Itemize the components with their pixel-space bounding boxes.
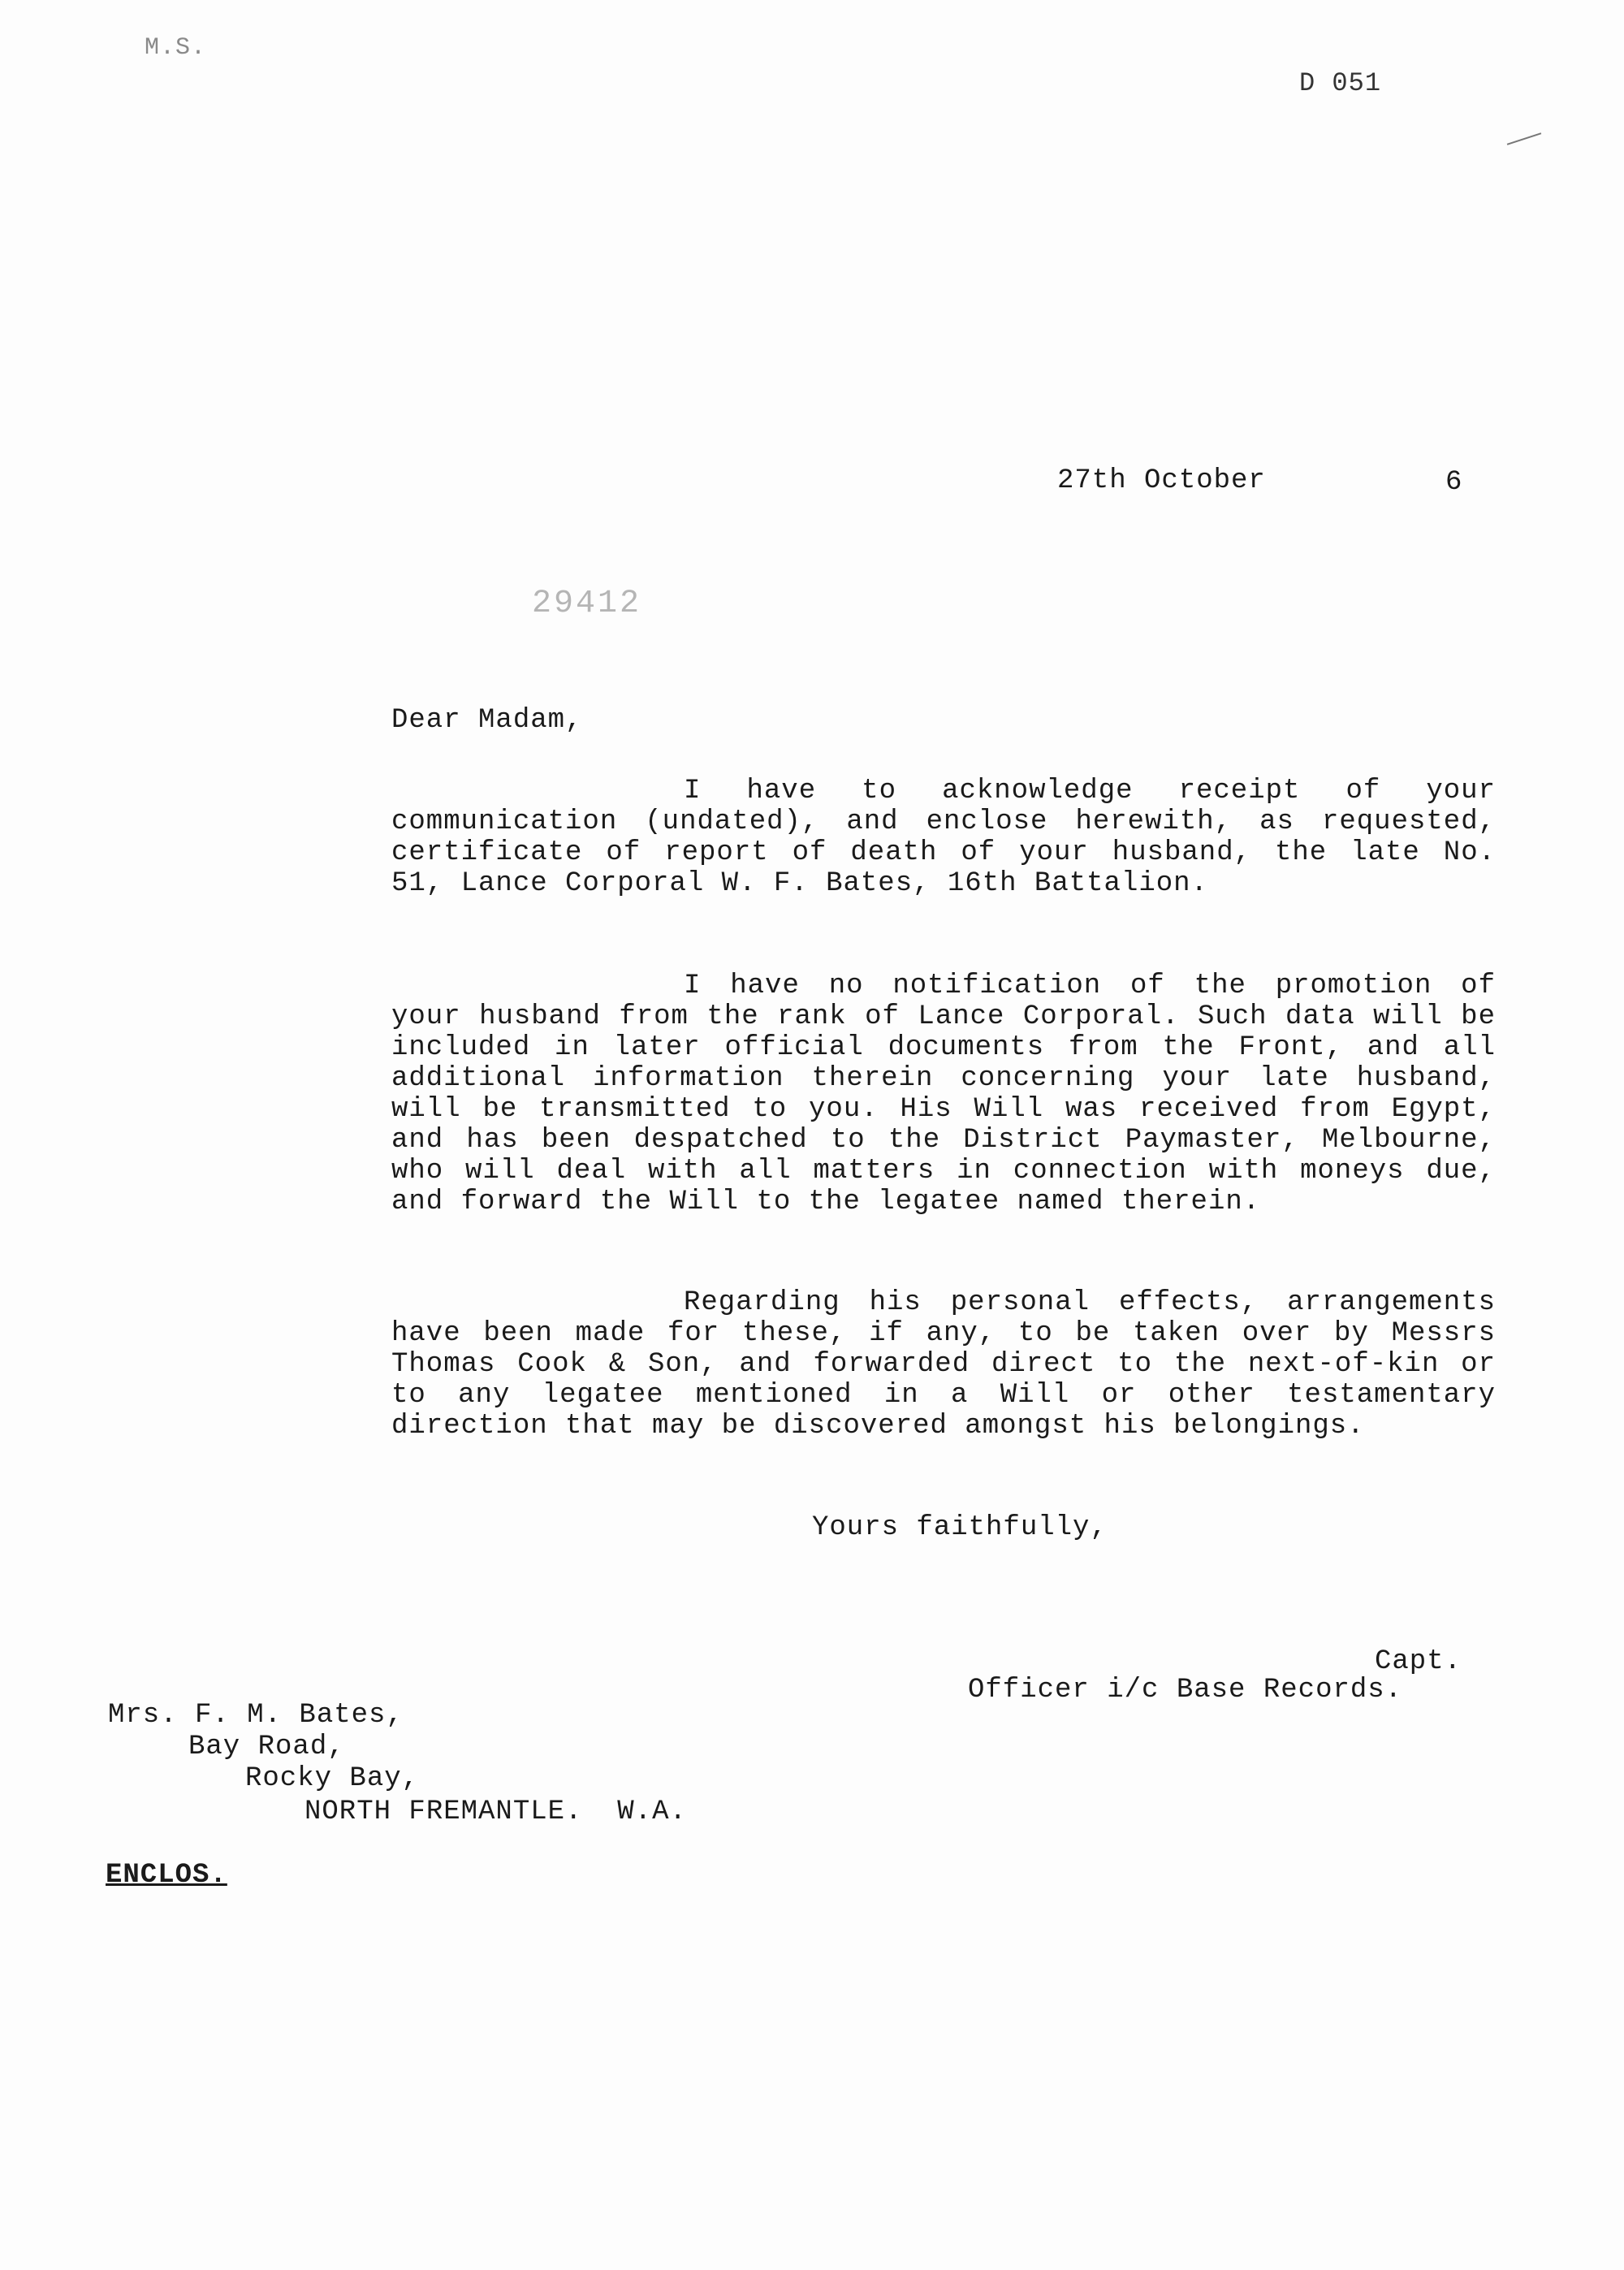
- address-line-town: NORTH FREMANTLE. W.A.: [304, 1797, 687, 1827]
- letter-body-2: [391, 971, 1496, 1217]
- paragraph-personal-effects: Regarding his personal effects, arrangements have been made for these, if any, to be taken over by Messrs Thomas Cook & Son, and forwarded direct to the next-of-kin or to any legatee mentioned in a Will or other testamentary direction that may be discovered amongst his belongings.: [391, 1287, 1496, 1442]
- top-left-initials: M.S.: [145, 34, 207, 62]
- letter-body-3: [391, 1287, 1496, 1442]
- pen-mark: [1507, 132, 1541, 145]
- letter-date-year-suffix: 6: [1445, 467, 1463, 498]
- signature-rank: Capt.: [1375, 1646, 1462, 1677]
- closing: Yours faithfully,: [812, 1512, 1108, 1543]
- signature-title: Officer i/c Base Records.: [968, 1675, 1403, 1706]
- letter-body: [391, 776, 1496, 899]
- address-line-locality: Rocky Bay,: [245, 1763, 420, 1794]
- salutation: Dear Madam,: [391, 705, 583, 736]
- enclosure-note: ENCLOS.: [106, 1860, 227, 1891]
- letter-date: 27th October: [1057, 465, 1266, 496]
- paragraph-acknowledgement: I have to acknowledge receipt of your communication (undated), and enclose herewith, as requested, certificate of report of death of your husband, the late No. 51, Lance Corporal W. F. Bates, 16th Battalion.: [391, 776, 1496, 899]
- paragraph-promotion-and-will: I have no notification of the promotion of your husband from the rank of Lance Corporal. Such data will be included in later official documents from the Front, and all additional information therein concerning your late husband, will be transmitted to you. His Will was received from Egypt, and has been despatched to the District Paymaster, Melbourne, who will deal with all matters in connection with moneys due, and forward the Will to the legatee named therein.: [391, 971, 1496, 1217]
- address-line-name: Mrs. F. M. Bates,: [108, 1700, 404, 1731]
- address-line-street: Bay Road,: [188, 1732, 345, 1762]
- reference-number: D 051: [1299, 68, 1382, 98]
- file-stamp-number: 29412: [532, 586, 642, 622]
